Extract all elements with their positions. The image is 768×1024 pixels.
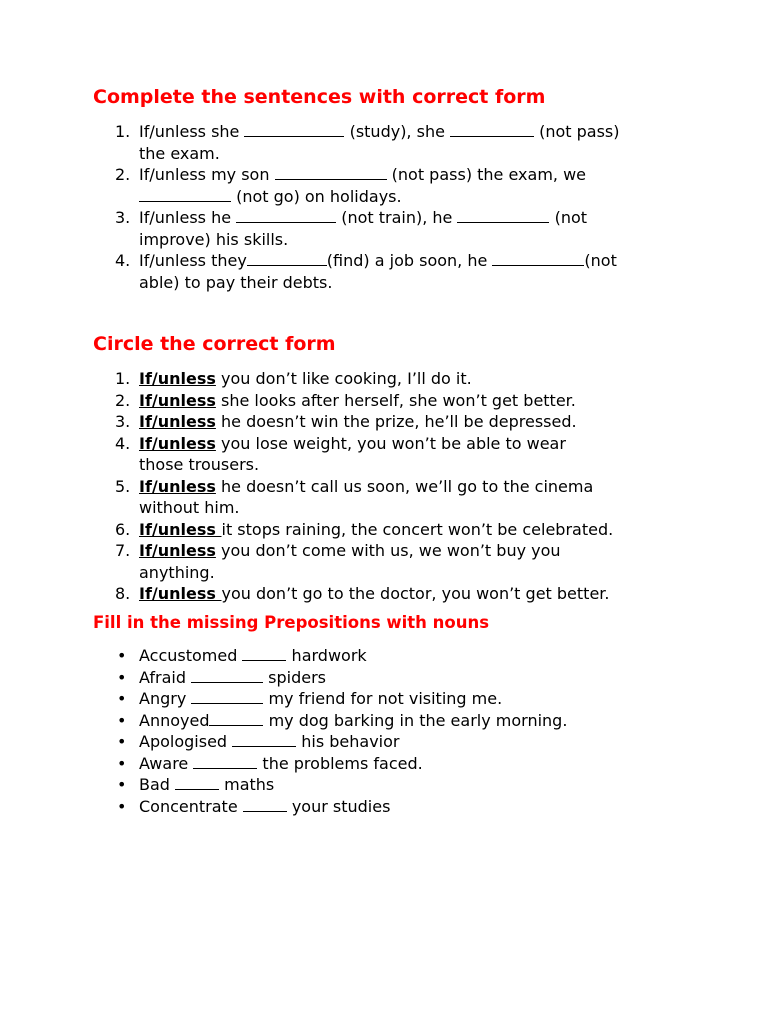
- item-text: my friend for not visiting me.: [263, 689, 503, 708]
- answer-blank[interactable]: [244, 121, 344, 137]
- item-text: maths: [219, 775, 275, 794]
- item-text: your studies: [286, 796, 391, 816]
- answer-blank[interactable]: [275, 164, 387, 180]
- choice-option[interactable]: If/unless: [139, 519, 222, 539]
- item-text: Angry: [139, 689, 192, 708]
- bullet-icon: •: [117, 732, 127, 751]
- item-text: (not pass): [534, 122, 620, 141]
- answer-blank[interactable]: [243, 796, 287, 812]
- answer-blank[interactable]: [236, 207, 336, 223]
- list-item: [93, 753, 713, 775]
- section-1-list: [93, 121, 713, 293]
- item-number: 1.: [115, 369, 131, 388]
- section-1-title: Complete the sentences with correct form: [93, 86, 546, 108]
- item-text: it stops raining, the concert won’t be celebrated.: [221, 519, 614, 539]
- item-number: 3.: [115, 412, 131, 431]
- list-item: [93, 476, 713, 519]
- section-3-list: [93, 645, 713, 817]
- item-text: (not train), he: [336, 208, 458, 227]
- choice-option[interactable]: If/unless: [139, 412, 216, 431]
- bullet-icon: •: [117, 710, 127, 730]
- item-text: able) to pay their debts.: [139, 272, 333, 292]
- item-text: my dog barking in the early morning.: [263, 710, 568, 730]
- answer-blank[interactable]: [247, 250, 327, 266]
- item-number: 6.: [115, 519, 131, 539]
- list-item: [93, 667, 713, 689]
- choice-option[interactable]: If/unless: [139, 369, 216, 388]
- bullet-icon: •: [117, 775, 127, 794]
- item-text: (not go) on holidays.: [231, 186, 402, 206]
- item-number: 5.: [115, 476, 131, 496]
- item-text: (not: [549, 208, 588, 227]
- item-text: (find) a job soon, he: [326, 251, 493, 270]
- bullet-icon: •: [117, 667, 127, 687]
- list-item: [93, 540, 713, 583]
- item-text: Aware: [139, 753, 194, 773]
- list-item: [93, 519, 713, 541]
- list-item: [93, 583, 713, 605]
- list-item: [93, 368, 713, 390]
- item-text: the exam.: [139, 143, 220, 163]
- item-text: anything.: [139, 562, 215, 582]
- list-item: [93, 796, 713, 818]
- choice-option[interactable]: If/unless: [139, 541, 216, 560]
- item-text: Afraid: [139, 667, 192, 687]
- item-number: 4.: [115, 433, 131, 453]
- item-text: If/unless he: [139, 208, 237, 227]
- item-text: Accustomed: [139, 646, 243, 665]
- item-number: 2.: [115, 390, 131, 410]
- item-text: hardwork: [286, 646, 367, 665]
- item-text: If/unless my son: [139, 165, 275, 184]
- list-item: [93, 688, 713, 710]
- answer-blank[interactable]: [492, 250, 584, 266]
- item-text: Apologised: [139, 732, 233, 751]
- item-text: without him.: [139, 498, 240, 517]
- list-item: [93, 731, 713, 753]
- list-item: [93, 710, 713, 732]
- item-text: If/unless they: [139, 251, 247, 270]
- answer-blank[interactable]: [242, 645, 286, 661]
- item-text: Bad: [139, 775, 176, 794]
- answer-blank[interactable]: [193, 753, 257, 769]
- answer-blank[interactable]: [191, 688, 263, 704]
- choice-option[interactable]: If/unless: [139, 476, 216, 496]
- item-text: (not: [584, 251, 617, 270]
- item-text: the problems faced.: [257, 753, 423, 773]
- list-item: [93, 207, 713, 250]
- item-text: his behavior: [296, 732, 400, 751]
- answer-blank[interactable]: [450, 121, 534, 137]
- list-item: [93, 121, 713, 164]
- list-item: [93, 774, 713, 796]
- item-number: 4.: [115, 251, 131, 270]
- item-number: 1.: [115, 122, 131, 141]
- choice-option[interactable]: If/unless: [139, 433, 216, 453]
- bullet-icon: •: [117, 646, 127, 665]
- section-2-title: Circle the correct form: [93, 333, 336, 355]
- answer-blank[interactable]: [457, 207, 549, 223]
- item-text: you don’t like cooking, I’ll do it.: [215, 369, 472, 388]
- list-item: [93, 390, 713, 412]
- item-number: 7.: [115, 541, 131, 560]
- item-text: (study), she: [344, 122, 451, 141]
- bullet-icon: •: [117, 796, 127, 816]
- list-item: [93, 250, 713, 293]
- item-text: he doesn’t win the prize, he’ll be depressed.: [215, 412, 577, 431]
- list-item: [93, 433, 713, 476]
- item-text: improve) his skills.: [139, 229, 289, 249]
- item-text: spiders: [263, 667, 327, 687]
- item-text: you don’t go to the doctor, you won’t get better.: [221, 584, 610, 603]
- bullet-icon: •: [117, 689, 127, 708]
- answer-blank[interactable]: [139, 186, 231, 202]
- answer-blank[interactable]: [175, 774, 219, 790]
- list-item: [93, 411, 713, 433]
- item-text: he doesn’t call us soon, we’ll go to the cinema: [215, 476, 594, 496]
- list-item: [93, 645, 713, 667]
- answer-blank[interactable]: [209, 710, 263, 726]
- answer-blank[interactable]: [191, 667, 263, 683]
- item-text: Annoyed: [139, 710, 210, 730]
- item-text: (not pass) the exam, we: [386, 165, 587, 184]
- item-number: 8.: [115, 584, 131, 603]
- choice-option[interactable]: If/unless: [139, 390, 216, 410]
- item-number: 3.: [115, 208, 131, 227]
- item-text: you don’t come with us, we won’t buy you: [215, 541, 561, 560]
- section-3-title: Fill in the missing Prepositions with nouns: [93, 613, 490, 632]
- item-text: she looks after herself, she won’t get better.: [215, 390, 576, 410]
- item-text: you lose weight, you won’t be able to wear: [215, 433, 566, 453]
- answer-blank[interactable]: [232, 731, 296, 747]
- list-item: [93, 164, 713, 207]
- item-text: those trousers.: [139, 455, 260, 474]
- section-2-list: [93, 368, 713, 605]
- bullet-icon: •: [117, 753, 127, 773]
- item-text: If/unless she: [139, 122, 245, 141]
- choice-option[interactable]: If/unless: [139, 584, 222, 603]
- item-text: Concentrate: [139, 796, 243, 816]
- item-number: 2.: [115, 165, 131, 184]
